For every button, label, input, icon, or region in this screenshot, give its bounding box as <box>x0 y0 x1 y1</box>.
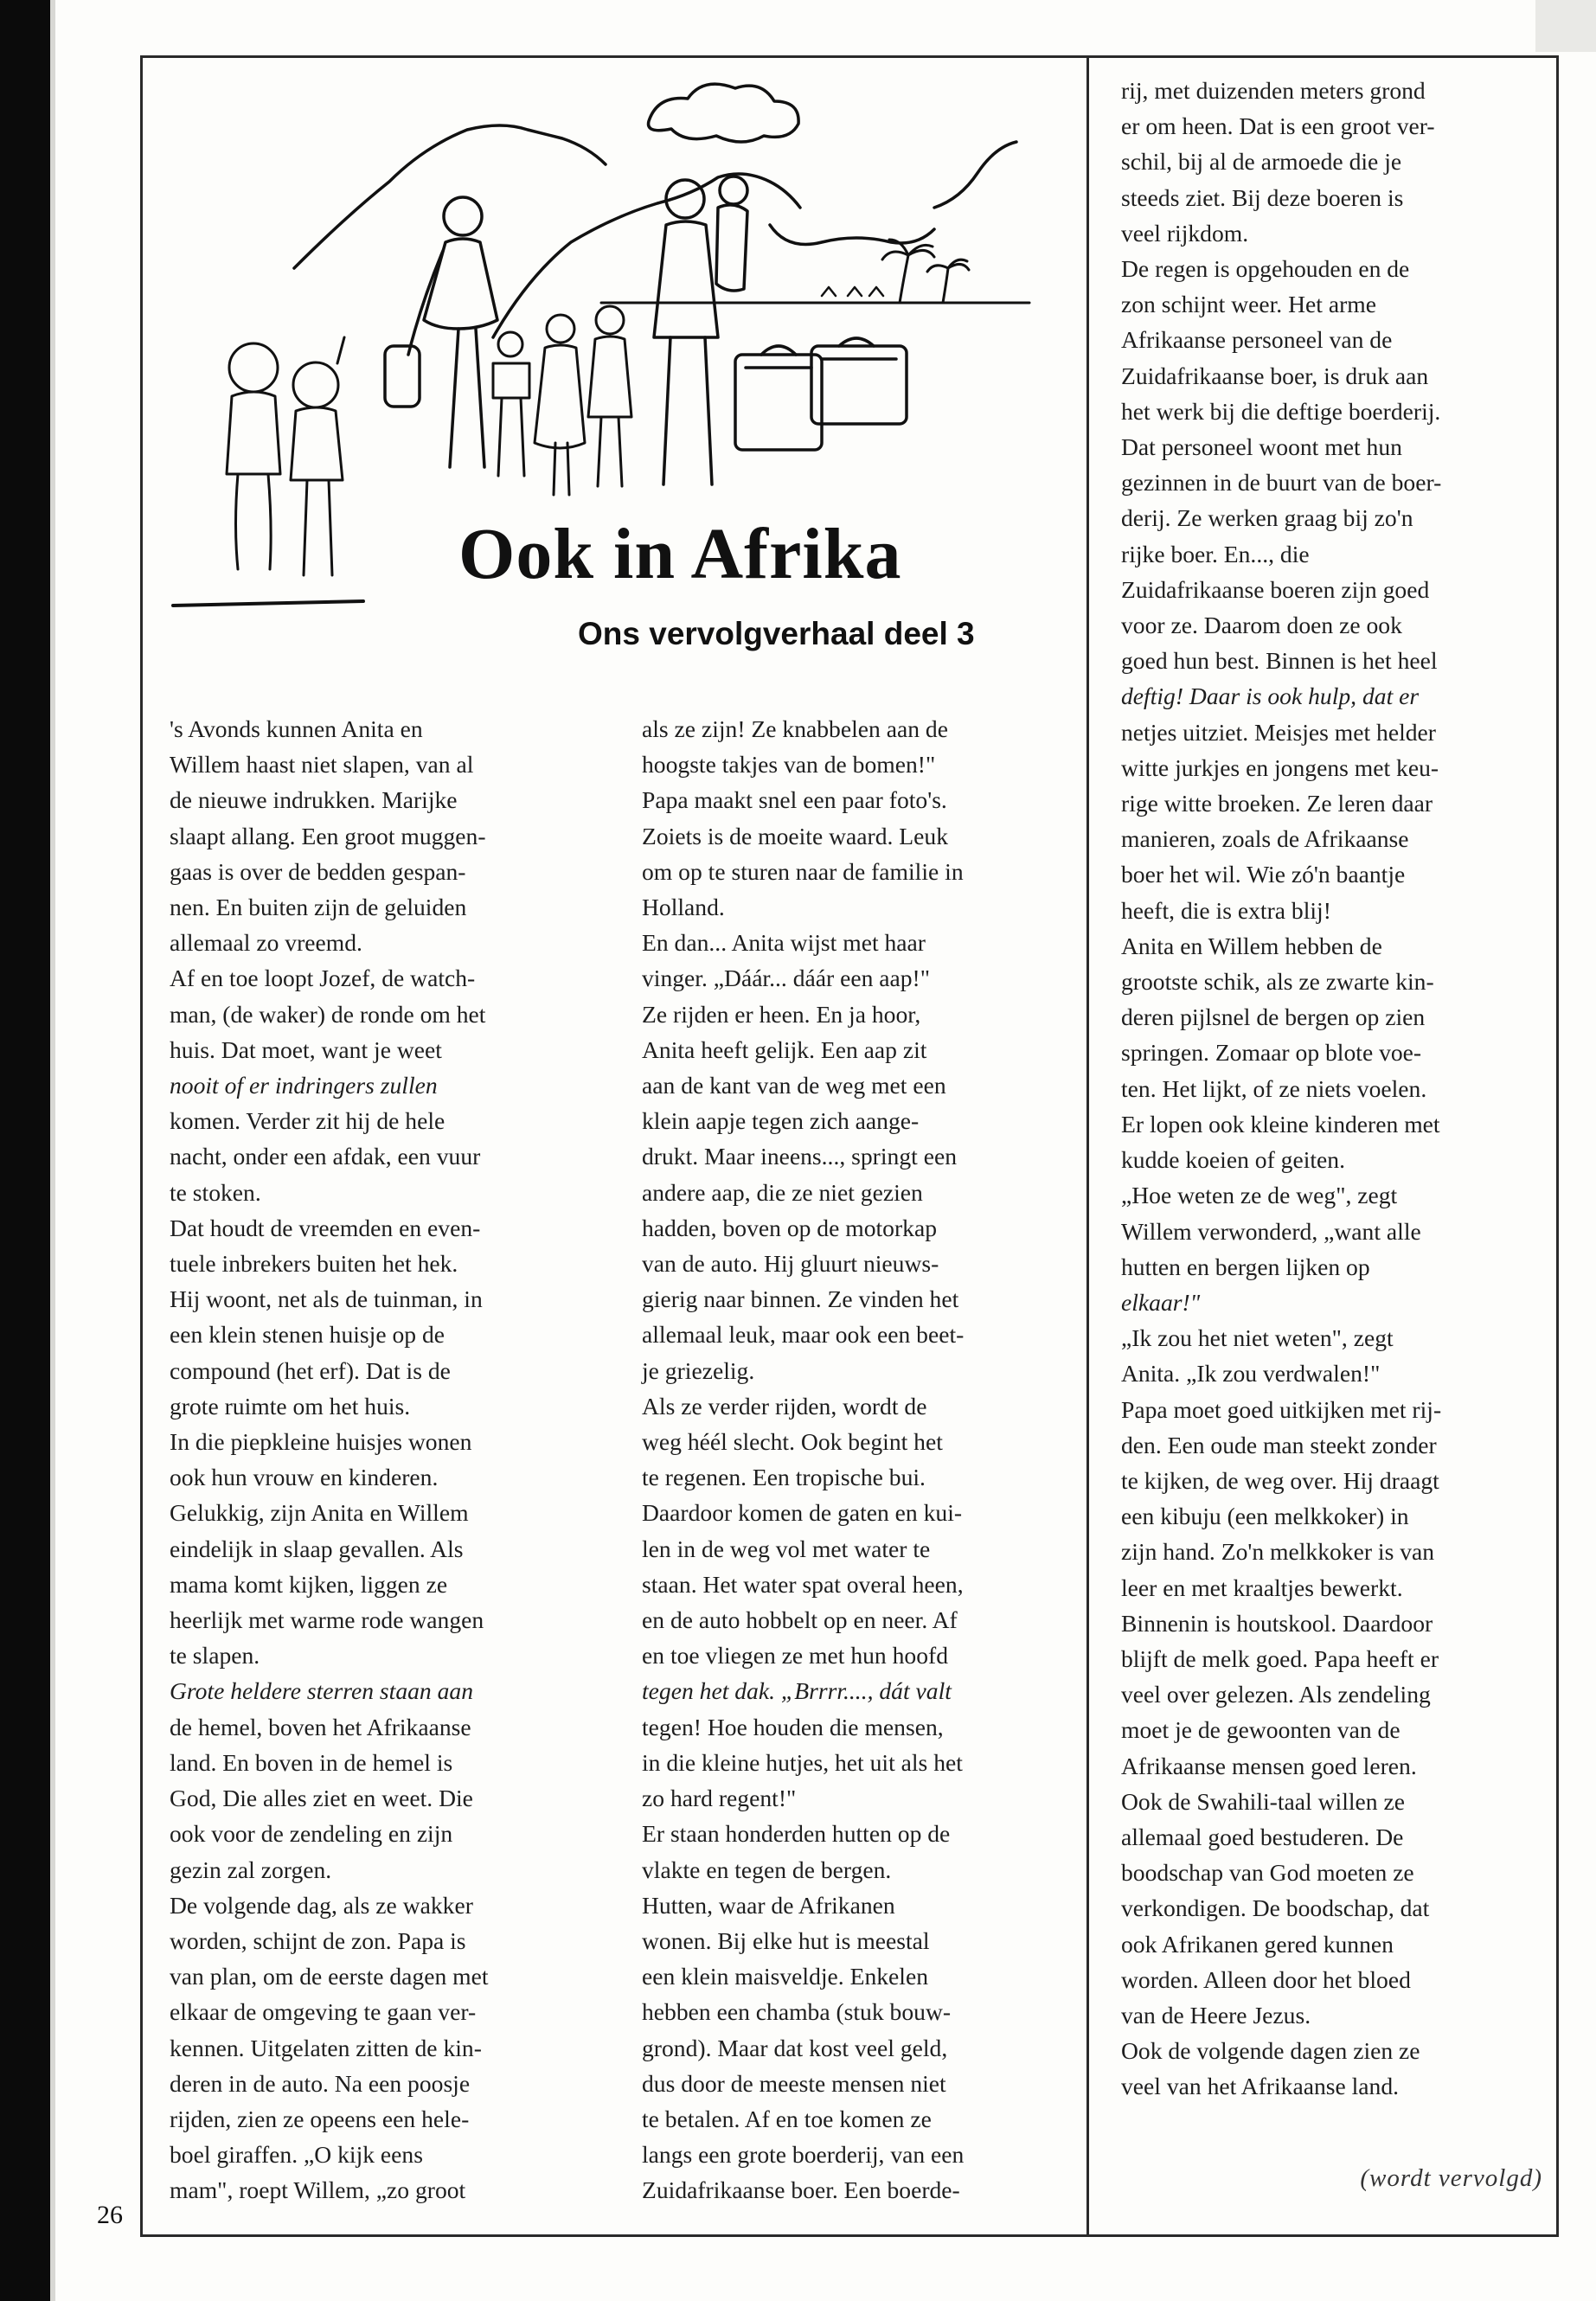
text-line: „Ik zou het niet weten", zegt <box>1121 1324 1394 1352</box>
text-line: veel over gelezen. Als zendeling <box>1121 1681 1431 1708</box>
text-line: allemaal goed bestuderen. De <box>1121 1823 1404 1850</box>
text-line: vinger. „Dáár... dáár een aap!" <box>642 965 931 992</box>
text-line: Grote heldere sterren staan aan <box>170 1677 473 1705</box>
text-line: witte jurkjes en jongens met keu- <box>1121 753 1439 781</box>
text-line: klein aapje tegen zich aange- <box>642 1107 920 1135</box>
text-line: gezin zal zorgen. <box>170 1856 332 1883</box>
text-line: een klein maisveldje. Enkelen <box>642 1963 929 1990</box>
text-line: drukt. Maar ineens..., springt een <box>642 1143 957 1170</box>
text-line: en de auto hobbelt op en neer. Af <box>642 1606 958 1634</box>
text-line: hadden, boven op de motorkap <box>642 1214 938 1241</box>
text-line: deren in de auto. Na een poosje <box>170 2069 471 2097</box>
text-line: grond). Maar dat kost veel geld, <box>642 2034 948 2061</box>
text-line: boodschap van God moeten ze <box>1121 1859 1414 1887</box>
text-line: staan. Het water spat overal heen, <box>642 1570 964 1598</box>
text-line: en toe vliegen ze met hun hoofd <box>642 1642 949 1670</box>
text-line: deren pijlsnel de bergen op zien <box>1121 1003 1426 1031</box>
ground-line <box>173 601 363 606</box>
text-line: Papa maakt snel een paar foto's. <box>642 786 947 814</box>
girl-figure <box>535 315 585 495</box>
text-line: In die piepkleine huisjes wonen <box>170 1428 472 1456</box>
scan-edge <box>1535 0 1596 52</box>
text-line: grootste schik, als ze zwarte kin- <box>1121 968 1434 996</box>
text-line: weg héél slecht. Ook begint het <box>642 1428 943 1456</box>
text-line: den. Een oude man steekt zonder <box>1121 1431 1437 1458</box>
text-line: „Hoe weten ze de weg", zegt <box>1121 1182 1398 1209</box>
text-line: veel rijkdom. <box>1121 219 1249 247</box>
text-line: van de Heere Jezus. <box>1121 2001 1311 2029</box>
text-line: Holland. <box>642 894 725 921</box>
text-line: gierig naar binnen. Ze vinden het <box>642 1285 959 1313</box>
cloud-shape <box>649 84 799 142</box>
text-line: te betalen. Af en toe komen ze <box>642 2105 932 2132</box>
text-line: te kijken, de weg over. Hij draagt <box>1121 1466 1439 1494</box>
article-title: Ook in Afrika <box>458 514 902 594</box>
text-line: goed hun best. Binnen is het heel <box>1121 647 1438 675</box>
text-line: worden. Alleen door het bloed <box>1121 1965 1411 1993</box>
text-line: slaapt allang. Een groot muggen- <box>170 822 486 849</box>
text-line: ook Afrikanen gered kunnen <box>1121 1930 1394 1958</box>
text-line: aan de kant van de weg met een <box>642 1072 946 1099</box>
text-line: Zuidafrikaanse boeren zijn goed <box>1121 575 1430 603</box>
text-line: elkaar!" <box>1121 1288 1201 1316</box>
text-line: elkaar de omgeving te gaan ver- <box>170 1998 477 2026</box>
text-line: blijft de melk goed. Papa heeft er <box>1121 1644 1439 1672</box>
text-line: zon schijnt weer. Het arme <box>1121 291 1376 318</box>
text-line: te regenen. Een tropische bui. <box>642 1464 926 1491</box>
suitcases-icon <box>735 338 907 450</box>
child-reading-figure <box>493 332 529 476</box>
text-line: Zuidafrikaanse boer, is druk aan <box>1121 362 1429 389</box>
text-line: ten. Het lijkt, of ze niets voelen. <box>1121 1074 1427 1102</box>
text-line: veel van het Afrikaanse land. <box>1121 2073 1400 2100</box>
text-line: mam", roept Willem, „zo groot <box>170 2176 466 2204</box>
text-line: andere aap, die ze niet gezien <box>642 1178 923 1206</box>
text-line: voor ze. Daarom doen ze ook <box>1121 612 1402 639</box>
text-line: land. En boven in de hemel is <box>170 1748 453 1776</box>
text-line: nacht, onder een afdak, een vuur <box>170 1143 481 1170</box>
text-line: rige witte broeken. Ze leren daar <box>1121 790 1433 817</box>
text-line: je griezelig. <box>642 1356 755 1384</box>
text-line: gezinnen in de buurt van de boer- <box>1121 469 1442 497</box>
text-line: als ze zijn! Ze knabbelen aan de <box>642 715 948 742</box>
text-line: Als ze verder rijden, wordt de <box>642 1392 927 1420</box>
text-line: eindelijk in slaap gevallen. Als <box>170 1535 464 1562</box>
text-line: Ook de volgende dagen zien ze <box>1121 2037 1420 2065</box>
text-line: kudde koeien of geiten. <box>1121 1146 1345 1174</box>
text-line: boel giraffen. „O kijk eens <box>170 2141 423 2169</box>
text-line: om op te sturen naar de familie in <box>642 857 964 885</box>
text-line: nen. En buiten zijn de geluiden <box>170 894 467 921</box>
text-line: het werk bij die deftige boerderij. <box>1121 397 1441 425</box>
text-line: De volgende dag, als ze wakker <box>170 1891 473 1919</box>
text-line: huis. Dat moet, want je weet <box>170 1035 442 1063</box>
text-line: vlakte en tegen de bergen. <box>642 1856 892 1883</box>
text-line: de hemel, boven het Afrikaanse <box>170 1713 471 1740</box>
text-line: gaas is over de bedden gespan- <box>170 857 466 885</box>
text-line: hebben een chamba (stuk bouw- <box>642 1998 952 2026</box>
text-line: allemaal leuk, maar ook een beet- <box>642 1321 965 1349</box>
text-line: komen. Verder zit hij de hele <box>170 1107 445 1135</box>
text-line: heerlijk met warme rode wangen <box>170 1606 484 1634</box>
text-line: Gelukkig, zijn Anita en Willem <box>170 1499 469 1527</box>
text-column-3 <box>1121 73 1554 2105</box>
text-line: worden, schijnt de zon. Papa is <box>170 1926 466 1954</box>
text-line: Zoiets is de moeite waard. Leuk <box>642 822 949 849</box>
text-line: schil, bij al de armoede die je <box>1121 148 1402 176</box>
palm-tree-icon <box>882 240 969 303</box>
text-line: tegen! Hoe houden die mensen, <box>642 1713 944 1740</box>
text-line: Ze rijden er heen. En ja hoor, <box>642 1000 921 1028</box>
text-line: rijden, zien ze opeens een hele- <box>170 2105 470 2132</box>
text-line: Papa moet goed uitkijken met rij- <box>1121 1395 1442 1423</box>
text-line: kennen. Uitgelaten zitten de kin- <box>170 2034 482 2061</box>
text-line: Er lopen ook kleine kinderen met <box>1121 1110 1440 1138</box>
text-line: compound (het erf). Dat is de <box>170 1356 451 1384</box>
text-line: hoogste takjes van de bomen!" <box>642 751 936 779</box>
text-line: er om heen. Dat is een groot ver- <box>1121 112 1435 140</box>
text-line: rij, met duizenden meters grond <box>1121 77 1426 104</box>
text-line: te stoken. <box>170 1178 261 1206</box>
text-line: wonen. Bij elke hut is meestal <box>642 1926 930 1954</box>
text-line: Hutten, waar de Afrikanen <box>642 1891 895 1919</box>
text-line: Willem verwonderd, „want alle <box>1121 1217 1421 1245</box>
text-line: Anita. „Ik zou verdwalen!" <box>1121 1360 1381 1388</box>
text-line: En dan... Anita wijst met haar <box>642 929 926 957</box>
text-line: Anita heeft gelijk. Een aap zit <box>642 1035 927 1063</box>
text-line: zijn hand. Zo'n melkkoker is van <box>1121 1538 1435 1566</box>
text-line: netjes uitziet. Meisjes met helder <box>1121 718 1436 746</box>
text-line: in die kleine hutjes, het uit als het <box>642 1748 963 1776</box>
text-line: len in de weg vol met water te <box>642 1535 931 1562</box>
woman-figure <box>385 197 497 467</box>
text-line: mama komt kijken, liggen ze <box>170 1570 448 1598</box>
text-line: boer het wil. Wie zó'n baantje <box>1121 861 1406 888</box>
text-line: Anita en Willem hebben de <box>1121 932 1382 959</box>
text-line: de nieuwe indrukken. Marijke <box>170 786 458 814</box>
text-line: rijke boer. En..., die <box>1121 540 1310 567</box>
text-line: grote ruimte om het huis. <box>170 1392 411 1420</box>
text-line: Zuidafrikaanse boer. Een boerde- <box>642 2176 960 2204</box>
boy-figure <box>588 306 631 486</box>
text-line: deftig! Daar is ook hulp, dat er <box>1121 683 1420 710</box>
text-line: moet je de gewoonten van de <box>1121 1716 1401 1744</box>
text-line: ook hun vrouw en kinderen. <box>170 1464 439 1491</box>
text-line: Willem haast niet slapen, van al <box>170 751 474 779</box>
text-line: tuele inbrekers buiten het hek. <box>170 1250 458 1278</box>
text-line: leer en met kraaltjes bewerkt. <box>1121 1574 1403 1601</box>
text-line: allemaal zo vreemd. <box>170 929 362 957</box>
text-line: Afrikaanse mensen goed leren. <box>1121 1752 1417 1779</box>
text-line: Dat houdt de vreemden en even- <box>170 1214 481 1241</box>
mountain-left <box>294 125 606 268</box>
text-line: Er staan honderden hutten op de <box>642 1820 951 1848</box>
text-line: heeft, die is extra blij! <box>1121 896 1331 924</box>
text-line: manieren, zoals de Afrikaanse <box>1121 825 1409 853</box>
text-line: een kibuju (een melkkoker) in <box>1121 1503 1409 1530</box>
text-line: verkondigen. De boodschap, dat <box>1121 1894 1430 1922</box>
text-line: God, Die alles ziet en weet. Die <box>170 1785 473 1812</box>
text-line: man, (de waker) de ronde om het <box>170 1000 486 1028</box>
text-line: Hij woont, net als de tuinman, in <box>170 1285 483 1313</box>
text-line: ook voor de zendeling en zijn <box>170 1820 453 1848</box>
text-line: zo hard regent!" <box>642 1785 797 1812</box>
continued-note: (wordt vervolgd) <box>1360 2164 1542 2192</box>
two-children-figures <box>227 337 344 575</box>
column-divider <box>1086 55 1089 2237</box>
page-edge <box>50 0 55 2301</box>
text-line: derij. Ze werken graag bij zo'n <box>1121 504 1413 532</box>
page-number: 26 <box>97 2201 123 2229</box>
text-line: van de auto. Hij gluurt nieuws- <box>642 1250 939 1278</box>
text-line: springen. Zomaar op blote voe- <box>1121 1039 1422 1067</box>
article-subtitle: Ons vervolgverhaal deel 3 <box>578 616 975 651</box>
text-line: Afrikaanse personeel van de <box>1121 326 1393 354</box>
text-column-1 <box>170 711 602 2208</box>
text-line: steeds ziet. Bij deze boeren is <box>1121 183 1404 211</box>
mountain-right <box>770 142 1016 245</box>
text-line: dus door de meeste mensen niet <box>642 2069 946 2097</box>
text-line: Daardoor komen de gaten en kui- <box>642 1499 963 1527</box>
text-line: 's Avonds kunnen Anita en <box>170 715 423 742</box>
text-line: Binnenin is houtskool. Daardoor <box>1121 1609 1433 1637</box>
text-line: tegen het dak. „Brrrr...., dát valt <box>642 1677 952 1705</box>
man-carrying-child-figure <box>654 176 747 484</box>
text-line: Dat personeel woont met hun <box>1121 433 1402 461</box>
binding-shadow <box>0 0 50 2301</box>
mountain-mid <box>493 174 800 337</box>
text-line: te slapen. <box>170 1642 260 1670</box>
text-line: langs een grote boerderij, van een <box>642 2141 965 2169</box>
text-line: nooit of er indringers zullen <box>170 1072 438 1099</box>
huts-icon <box>822 287 883 296</box>
text-line: hutten en bergen lijken op <box>1121 1253 1370 1280</box>
text-column-2 <box>642 711 1074 2208</box>
text-line: Ook de Swahili-taal willen ze <box>1121 1787 1405 1815</box>
text-line: De regen is opgehouden en de <box>1121 255 1410 283</box>
text-line: een klein stenen huisje op de <box>170 1321 445 1349</box>
text-line: Af en toe loopt Jozef, de watch- <box>170 965 476 992</box>
text-line: van plan, om de eerste dagen met <box>170 1963 489 1990</box>
